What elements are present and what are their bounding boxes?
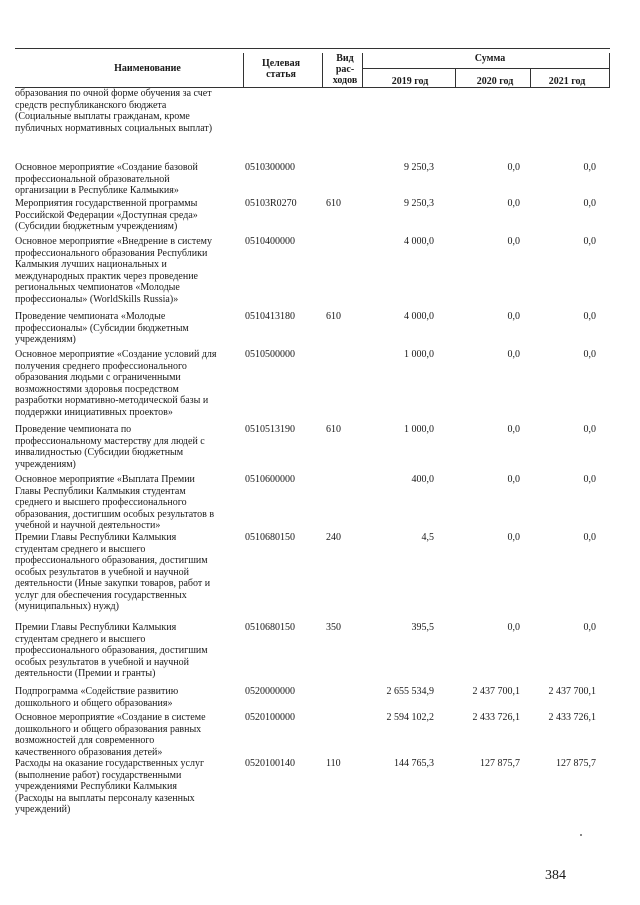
row-name-line: (Социальные выплаты гражданам, кроме — [15, 111, 190, 122]
row-name-line: студентам среднего и высшего — [15, 633, 146, 645]
row-sum-2019: 4,5 — [421, 532, 434, 543]
row-name-line: профессионалы» (WorldSkills Russia)» — [15, 293, 179, 305]
row-name-line: учреждениям) — [15, 334, 76, 345]
row-name-line: получения среднего профессионального — [15, 360, 187, 372]
row-name-line: Премии Главы Республики Калмыкия — [15, 622, 177, 633]
row-target-article: 05103R0270 — [245, 198, 297, 209]
header-vid-line: ходов — [332, 75, 358, 86]
row-target-article: 0510600000 — [245, 474, 295, 485]
row-sum-2019: 2 655 534,9 — [386, 686, 434, 697]
row-name-line: Проведение чемпионата «Молодые — [15, 311, 166, 322]
row-sum-2021: 0,0 — [583, 311, 596, 322]
row-expense-type: 350 — [326, 622, 341, 633]
row-sum-2019: 9 250,3 — [404, 162, 434, 173]
row-name-line: Расходы на оказание государственных услуг — [15, 758, 205, 769]
row-name-line: (Субсидии бюджетным учреждениям) — [15, 221, 178, 232]
row-target-article: 0510680150 — [245, 622, 295, 633]
row-name-line: профессионального образования Республики — [15, 247, 208, 259]
row-name — [15, 758, 243, 816]
row-sum-2020: 0,0 — [507, 162, 520, 173]
row-name-line: Основное мероприятие «Создание условий для — [15, 349, 217, 360]
header-divider — [609, 53, 610, 87]
row-name-line: Российской Федерации «Доступная среда» — [15, 209, 198, 221]
row-name-line: международных практик через проведение — [15, 270, 198, 282]
row-name-line: дошкольного и общего образования» — [15, 697, 173, 709]
header-year-2021: 2021 год — [548, 76, 586, 87]
row-name-line: Подпрограмма «Содействие развитию — [15, 686, 179, 697]
header-divider — [243, 53, 244, 87]
row-name-line: (выполнение работ) государственными — [15, 769, 182, 781]
row-sum-2021: 0,0 — [583, 424, 596, 435]
row-name-line: профессионалы» (Субсидии бюджетным — [15, 322, 189, 334]
row-sum-2020: 0,0 — [507, 311, 520, 322]
row-name-line: публичных нормативных социальных выплат) — [15, 122, 213, 134]
row-name — [15, 198, 243, 233]
row-name-line: Калмыкия лучших национальных и — [15, 259, 167, 270]
row-name-line: учреждениями Республики Калмыкия — [15, 781, 177, 792]
row-target-article: 0520000000 — [245, 686, 295, 697]
row-name — [15, 162, 243, 197]
row-name-line: Премии Главы Республики Калмыкия — [15, 532, 177, 543]
row-name — [15, 712, 243, 758]
row-target-article: 0510400000 — [245, 236, 295, 247]
row-name-line: (Расходы на выплаты персоналу казенных — [15, 792, 195, 804]
row-target-article: 0520100000 — [245, 712, 295, 723]
row-name-line: Проведение чемпионата по — [15, 424, 132, 435]
row-name-line: возможностями здоровья посредством — [15, 383, 179, 395]
header-vid-line: Вид — [336, 53, 354, 64]
row-name-line: учреждениям) — [15, 458, 76, 470]
row-name-line: деятельности (Иные закупки товаров, работ и — [15, 578, 211, 589]
row-sum-2019: 1 000,0 — [404, 424, 434, 435]
row-name-line: региональных чемпионатов «Молодые — [15, 282, 180, 293]
header-sum-rule — [362, 68, 610, 69]
row-sum-2021: 0,0 — [583, 162, 596, 173]
row-expense-type: 610 — [326, 198, 341, 209]
row-sum-2020: 0,0 — [507, 424, 520, 435]
row-name-line: услуг для обеспечения государственных — [15, 589, 187, 601]
row-sum-2021: 0,0 — [583, 198, 596, 209]
row-expense-type: 240 — [326, 532, 341, 543]
row-sum-2020: 127 875,7 — [480, 758, 520, 769]
row-expense-type: 610 — [326, 424, 341, 435]
page-number: 384 — [545, 868, 566, 883]
row-name — [15, 532, 243, 613]
row-sum-2021: 0,0 — [583, 474, 596, 485]
header-sum: Сумма — [474, 53, 506, 64]
row-name-line: среднего и высшего профессионального — [15, 497, 187, 508]
row-name-line: качественного образования детей» — [15, 746, 163, 758]
row-name-line: особых результатов в учебной и научной — [15, 656, 190, 668]
row-name-line: средств республиканского бюджета — [15, 99, 167, 111]
row-sum-2021: 0,0 — [583, 236, 596, 247]
row-target-article: 0510680150 — [245, 532, 295, 543]
row-sum-2021: 0,0 — [583, 349, 596, 360]
header-expense-type — [328, 53, 362, 86]
row-sum-2019: 9 250,3 — [404, 198, 434, 209]
row-name — [15, 424, 243, 470]
row-sum-2021: 2 433 726,1 — [548, 712, 596, 723]
row-name — [15, 622, 243, 680]
row-name — [15, 311, 243, 346]
row-name-line: Мероприятия государственной программы — [15, 198, 198, 209]
row-name-line: профессионального образования, достигшим — [15, 645, 208, 656]
row-name — [15, 236, 243, 305]
row-name-line: организации в Республике Калмыкия» — [15, 185, 179, 196]
row-name-line: возможностей для современного — [15, 735, 155, 746]
row-expense-type: 610 — [326, 311, 341, 322]
row-target-article: 0510500000 — [245, 349, 295, 360]
row-name-line: деятельности (Премии и гранты) — [15, 668, 156, 679]
header-year-2020: 2020 год — [476, 76, 514, 87]
row-sum-2019: 4 000,0 — [404, 311, 434, 322]
row-sum-2021: 2 437 700,1 — [548, 686, 596, 697]
row-sum-2020: 0,0 — [507, 622, 520, 633]
scan-mark — [580, 834, 582, 836]
row-sum-2021: 0,0 — [583, 622, 596, 633]
row-target-article: 0510413180 — [245, 311, 295, 322]
row-sum-2020: 2 433 726,1 — [472, 712, 520, 723]
row-name-line: разработки нормативно-методической базы и — [15, 395, 209, 406]
row-sum-2020: 0,0 — [507, 349, 520, 360]
header-divider — [455, 69, 456, 87]
row-sum-2019: 400,0 — [411, 474, 434, 485]
row-target-article: 0510300000 — [245, 162, 295, 173]
header-top-rule — [15, 48, 610, 49]
header-target-line: Целевая — [261, 58, 301, 69]
row-sum-2021: 127 875,7 — [556, 758, 596, 769]
row-sum-2021: 0,0 — [583, 532, 596, 543]
row-expense-type: 110 — [326, 758, 341, 769]
row-name-line: инвалидностью (Субсидии бюджетным — [15, 447, 184, 458]
row-name-line: поддержки инициативных проектов» — [15, 406, 173, 418]
row-name-line: образования по очной форме обучения за счет — [15, 88, 212, 99]
row-sum-2019: 395,5 — [411, 622, 434, 633]
row-sum-2020: 0,0 — [507, 198, 520, 209]
row-sum-2019: 2 594 102,2 — [386, 712, 434, 723]
row-name — [15, 686, 243, 709]
row-name-line: Основное мероприятие «Создание базовой — [15, 162, 198, 173]
row-sum-2019: 1 000,0 — [404, 349, 434, 360]
row-name — [15, 474, 243, 532]
row-name-line: Основное мероприятие «Создание в системе — [15, 712, 206, 723]
row-name-line: образования людьми с ограниченными — [15, 372, 181, 383]
header-vid-line: рас- — [335, 64, 355, 75]
row-name-line: профессиональной образовательной — [15, 173, 170, 185]
row-sum-2019: 4 000,0 — [404, 236, 434, 247]
row-name — [15, 88, 243, 134]
row-name-line: особых результатов в учебной и научной — [15, 566, 190, 578]
row-name-line: Основное мероприятие «Внедрение в систему — [15, 236, 212, 247]
header-divider — [530, 69, 531, 87]
row-name-line: Основное мероприятие «Выплата Премии — [15, 474, 195, 485]
row-name-line: студентам среднего и высшего — [15, 543, 146, 555]
header-year-2019: 2019 год — [391, 76, 429, 87]
header-target-article — [246, 58, 316, 80]
header-target-line: статья — [266, 69, 296, 80]
row-name-line: дошкольного и общего образования равных — [15, 723, 202, 735]
row-sum-2020: 0,0 — [507, 236, 520, 247]
header-divider — [362, 53, 363, 87]
row-sum-2019: 144 765,3 — [394, 758, 434, 769]
header-name: Наименование — [114, 63, 181, 74]
row-name — [15, 349, 243, 418]
row-sum-2020: 0,0 — [507, 474, 520, 485]
header-divider — [322, 53, 323, 87]
row-sum-2020: 0,0 — [507, 532, 520, 543]
row-name-line: учреждений) — [15, 804, 71, 815]
row-name-line: Главы Республики Калмыкия студентам — [15, 485, 186, 497]
row-name-line: учебной и научной деятельности» — [15, 520, 161, 531]
row-name-line: (муниципальных) нужд) — [15, 601, 119, 612]
row-target-article: 0520100140 — [245, 758, 295, 769]
row-sum-2020: 2 437 700,1 — [472, 686, 520, 697]
row-name-line: профессиональному мастерству для людей с — [15, 435, 205, 447]
row-name-line: профессионального образования, достигшим — [15, 555, 208, 566]
row-target-article: 0510513190 — [245, 424, 295, 435]
row-name-line: образования, достигшим особых результатов в — [15, 508, 215, 520]
